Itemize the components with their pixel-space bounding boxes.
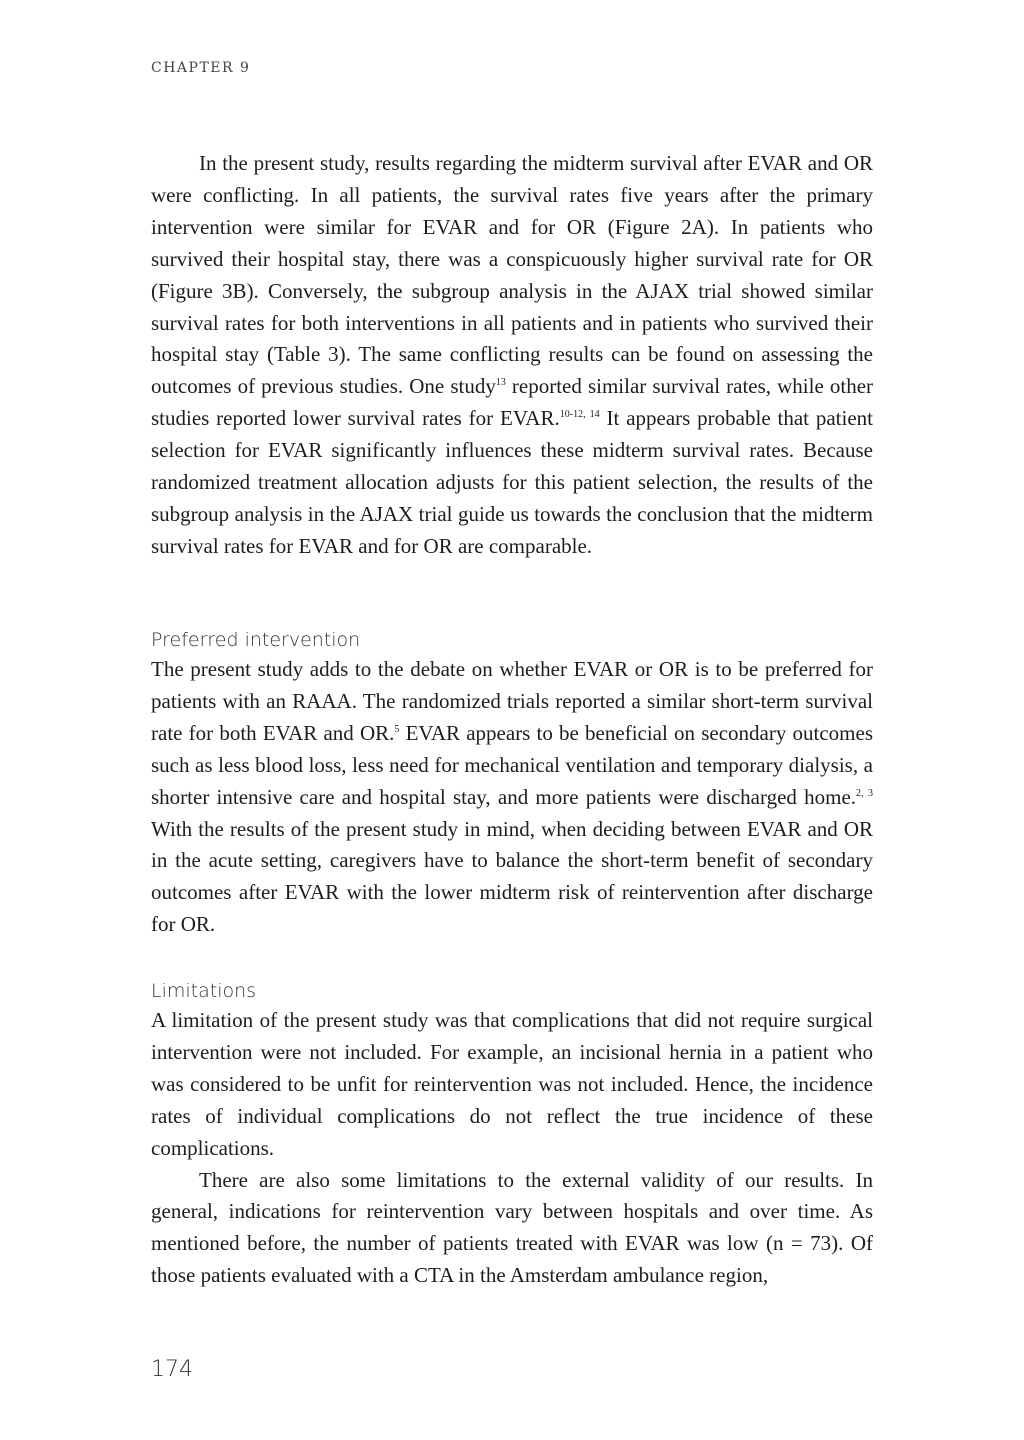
- page-number: 174: [151, 1357, 193, 1382]
- preferred-intervention-heading: Preferred intervention: [151, 629, 361, 651]
- survival-section: [151, 148, 873, 563]
- citation-5: 5: [394, 723, 400, 735]
- preferred-text-c: With the results of the present study in mind, when deciding between EVAR and OR in the acute setting, caregivers have to balance the short-term benefit of secondary outcomes after EVAR with the lower midterm risk of reintervention after discharge for OR.: [151, 816, 873, 937]
- citation-2-3: 2, 3: [856, 787, 873, 799]
- running-head: CHAPTER 9: [151, 60, 251, 76]
- citation-10-12-14: 10-12, 14: [559, 409, 600, 421]
- survival-paragraph: [151, 148, 873, 563]
- preferred-intervention-section: [151, 626, 873, 941]
- survival-text-c: It appears probable that patient selection for EVAR significantly influences these midterm survival rates. Because randomized treatment allocation adjusts for this patient selection, the results of the subgroup analysis in the AJAX trial guide us towards the conclusion that the midterm survival rates for EVAR and for OR are comparable.: [151, 406, 873, 558]
- limitations-section: [151, 977, 873, 1292]
- limitations-paragraph-2: There are also some limitations to the external validity of our results. In general, indications for reintervention vary between hospitals and over time. As mentioned before, the number of patients treated with EVAR was low (n = 73). Of those patients evaluated with a CTA in the Amsterdam ambulance region,: [151, 1167, 873, 1288]
- citation-13: 13: [495, 377, 506, 389]
- preferred-text-a: The present study adds to the debate on whether EVAR or OR is to be preferred for patients with an RAAA. The randomized trials reported a similar short-term survival rate for both EVAR and OR.: [151, 657, 873, 745]
- survival-text-b: reported similar survival rates, while other studies reported lower survival rates for EVAR.: [151, 374, 874, 431]
- preferred-intervention-paragraph: [151, 654, 873, 941]
- limitations-paragraph-1: A limitation of the present study was that complications that did not require surgical intervention were not included. For example, an incisional hernia in a patient who was considered to be unfit for reintervention was not included. Hence, the incidence rates of individual complications do not reflect the true incidence of these complications.: [151, 1008, 873, 1160]
- preferred-text-b: EVAR appears to be beneficial on secondary outcomes such as less blood loss, less need for mechanical ventilation and temporary dialysis, a shorter intensive care and hospital stay, and more patients were discharged home.: [151, 720, 873, 809]
- survival-text-a: In the present study, results regarding the midterm survival after EVAR and OR were conflicting. In all patients, the survival rates five years after the primary intervention were similar for EVAR and for OR (Figure 2A). In patients who survived their hospital stay, there was a conspicuously higher survival rate for OR (Figure 3B). Conversely, the subgroup analysis in the AJAX trial showed similar survival rates for both interventions in all patients and in patients who survived their hospital stay (Table 3). The same conflicting results can be found on assessing the outcomes of previous studies. One study: [151, 151, 873, 399]
- limitations-heading: Limitations: [151, 980, 257, 1002]
